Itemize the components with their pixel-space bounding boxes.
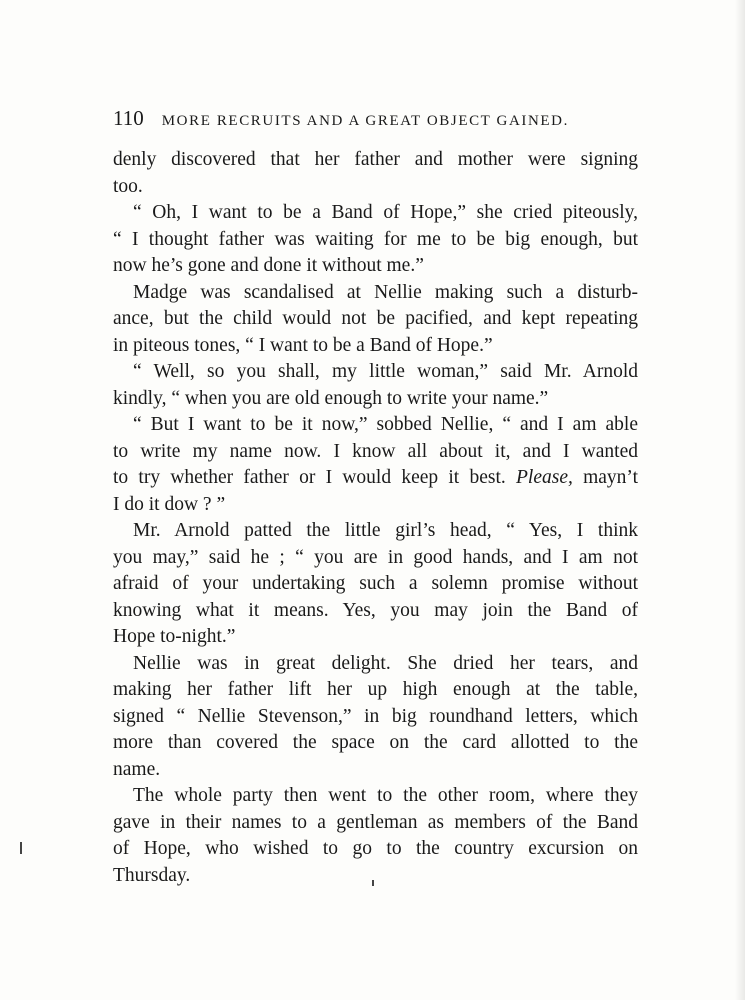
text-fragment: mayn’t xyxy=(572,467,638,488)
text-line: Nellie was in great delight. She dried her tears, and xyxy=(133,652,638,674)
paragraph xyxy=(113,412,638,518)
text-line: too. xyxy=(113,175,143,197)
text-line: The whole party then went to the other room, where they xyxy=(133,785,638,806)
paragraph xyxy=(113,147,638,200)
page-number: 110 xyxy=(113,106,144,130)
text-line: denly discovered that her father and mother were signing xyxy=(113,149,638,170)
text-line: now he’s gone and done it without me.” xyxy=(113,255,424,276)
text-line: ance, but the child would not be pacified, and kept repeating xyxy=(113,308,638,329)
paragraph xyxy=(113,280,638,360)
paragraph xyxy=(113,518,638,651)
text-line: in piteous tones, “ I want to be a Band of Hope.” xyxy=(113,334,493,356)
text-line: Mr. Arnold patted the little girl’s head, “ Yes, I think xyxy=(133,520,638,541)
text-line-with-italic xyxy=(113,465,638,492)
page-header xyxy=(113,106,633,136)
text-line: to write my name now. I know all about it, and I wanted xyxy=(113,440,638,462)
text-line: “ I thought father was waiting for me to be big enough, but xyxy=(113,228,638,250)
text-line: gave in their names to a gentleman as members of the Band xyxy=(113,811,638,833)
text-line: “ But I want to be it now,” sobbed Nellie, “ and I am able xyxy=(133,414,638,435)
stray-mark xyxy=(20,842,22,854)
paragraph xyxy=(113,783,638,889)
paragraph xyxy=(113,200,638,280)
italic-word: Please, xyxy=(516,467,573,488)
text-line: “ Oh, I want to be a Band of Hope,” she cried piteously, xyxy=(133,202,638,223)
running-title: MORE RECRUITS AND A GREAT OBJECT GAINED. xyxy=(161,113,569,129)
text-line: knowing what it means. Yes, you may join the Band of xyxy=(113,599,638,621)
text-line: name. xyxy=(113,758,161,780)
stray-mark xyxy=(372,880,374,886)
text-line: Hope to-night.” xyxy=(113,626,236,647)
text-line: afraid of your undertaking such a solemn promise without xyxy=(113,573,638,594)
text-line: Madge was scandalised at Nellie making such a disturb- xyxy=(133,281,638,303)
text-line: I do it dow ? ” xyxy=(113,493,226,515)
paragraph xyxy=(113,359,638,412)
text-fragment: to try whether father or I would keep it best. xyxy=(113,467,506,488)
body-text xyxy=(113,147,638,889)
text-line: kindly, “ when you are old enough to write your name.” xyxy=(113,387,549,409)
text-line: of Hope, who wished to go to the country excursion on xyxy=(113,838,638,859)
text-line: you may,” said he ; “ you are in good hands, and I am not xyxy=(113,546,638,568)
page-edge-shadow xyxy=(735,0,745,1000)
text-line: more than covered the space on the card allotted to the xyxy=(113,732,638,753)
text-line: Thursday. xyxy=(113,864,191,886)
paragraph xyxy=(113,651,638,784)
text-line: “ Well, so you shall, my little woman,” said Mr. Arnold xyxy=(133,361,638,382)
text-line: making her father lift her up high enough at the table, xyxy=(113,679,638,700)
text-line: signed “ Nellie Stevenson,” in big roundhand letters, which xyxy=(113,705,638,727)
